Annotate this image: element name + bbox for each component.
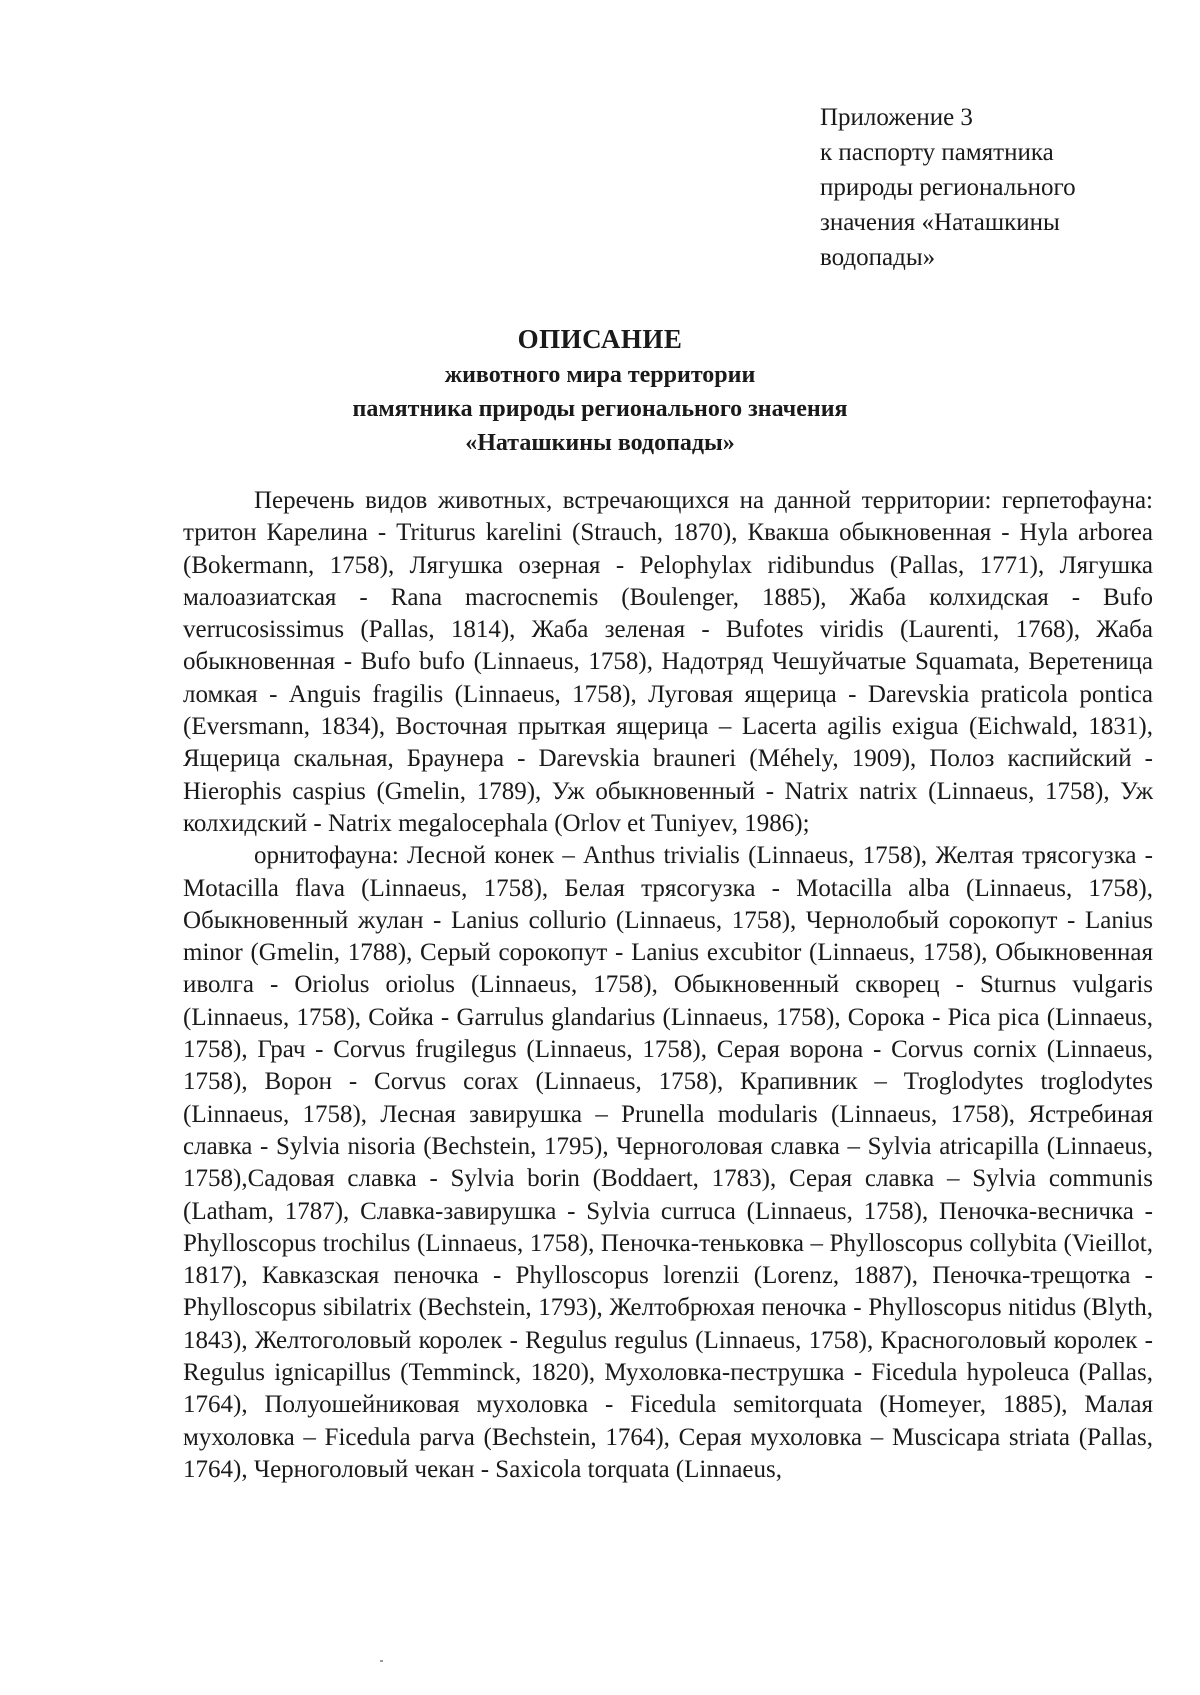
appendix-line: значения «Наташкины — [820, 209, 1060, 236]
document-body — [183, 485, 1153, 1486]
appendix-line: Приложение 3 — [820, 104, 973, 131]
scan-speck — [380, 1660, 383, 1662]
appendix-line: к паспорту памятника — [820, 139, 1054, 166]
paragraph-ornithofauna: орнитофауна: Лесной конек – Anthus trivialis (Linnaeus, 1758), Желтая трясогузка - Motacilla flava (Linnaeus, 1758), Белая трясогузка - Motacilla alba (Linnaeus, 1758), Обыкновенный жулан - Lanius collurio (Linnaeus, 1758), Чернолобый сорокопут - Lanius minor (Gmelin, 1788), Серый сорокопут - Lanius excubitor (Linnaeus, 1758), Обыкновенная иволга - Oriolus oriolus (Linnaeus, 1758), Обыкновенный скворец - Sturnus vulgaris (Linnaeus, 1758), Сойка - Garrulus glandarius (Linnaeus, 1758), Сорока - Pica pica (Linnaeus, 1758), Грач - Corvus frugilegus (Linnaeus, 1758), Серая ворона - Corvus cornix (Linnaeus, 1758), Ворон - Corvus corax (Linnaeus, 1758), Крапивник – Troglodytes troglodytes (Linnaeus, 1758), Лесная завирушка – Prunella modularis (Linnaeus, 1758), Ястребиная славка - Sylvia nisoria (Bechstein, 1795), Черноголовая славка – Sylvia atricapilla (Linnaeus, 1758),Садовая славка - Sylvia borin (Boddaert, 1783), Серая славка – Sylvia communis (Latham, 1787), Славка-завирушка - Sylvia curruca (Linnaeus, 1758), Пеночка-весничка - Phylloscopus trochilus (Linnaeus, 1758), Пеночка-теньковка – Phylloscopus collybita (Vieillot, 1817), Кавказская пеночка - Phylloscopus lorenzii (Lorenz, 1887), Пеночка-трещотка - Phylloscopus sibilatrix (Bechstein, 1793), Желтобрюхая пеночка - Phylloscopus nitidus (Blyth, 1843), Желтоголовый королек - Regulus regulus (Linnaeus, 1758), Красноголовый королек - Regulus ignicapillus (Temminck, 1820), Мухоловка-пеструшка - Ficedula hypoleuca (Pallas, 1764), Полуошейниковая мухоловка - Ficedula semitorquata (Homeyer, 1885), Малая мухоловка – Ficedula parva (Bechstein, 1764), Серая мухоловка – Muscicapa striata (Pallas, 1764), Черноголовый чекан - Saxicola torquata (Linnaeus, — [183, 842, 1153, 1483]
heading-subtitle-line: «Наташкины водопады» — [465, 430, 735, 456]
heading-subtitle-line: животного мира территории — [444, 362, 756, 388]
appendix-line: водопады» — [820, 244, 936, 271]
paragraph-herpetofauna: Перечень видов животных, встречающихся на данной территории: герпетофауна: тритон Карелина - Triturus karelini (Strauch, 1870), Квакша обыкновенная - Hyla arborea (Bokermann, 1758), Лягушка озерная - Pelophylax ridibundus (Pallas, 1771), Лягушка малоазиатская - Rana macrocnemis (Boulenger, 1885), Жаба колхидская - Bufo verrucosissimus (Pallas, 1814), Жаба зеленая - Bufotes viridis (Laurenti, 1768), Жаба обыкновенная - Bufo bufo (Linnaeus, 1758), Надотряд Чешуйчатые Squamata, Веретеница ломкая - Anguis fragilis (Linnaeus, 1758), Луговая ящерица - Darevskia praticola pontica (Eversmann, 1834), Восточная прыткая ящерица – Lacerta agilis exigua (Eichwald, 1831), Ящерица скальная, Браунера - Darevskia brauneri (Méhely, 1909), Полоз каспийский - Hierophis caspius (Gmelin, 1789), Уж обыкновенный - Natrix natrix (Linnaeus, 1758), Уж колхидский - Natrix megalocephala (Orlov et Tuniyev, 1986); — [183, 487, 1153, 837]
appendix-note — [820, 100, 1160, 275]
document-heading — [0, 320, 1200, 460]
document-title: ОПИСАНИЕ — [517, 324, 683, 354]
heading-subtitle-line: памятника природы регионального значения — [352, 396, 848, 422]
appendix-line: природы регионального — [820, 174, 1076, 201]
